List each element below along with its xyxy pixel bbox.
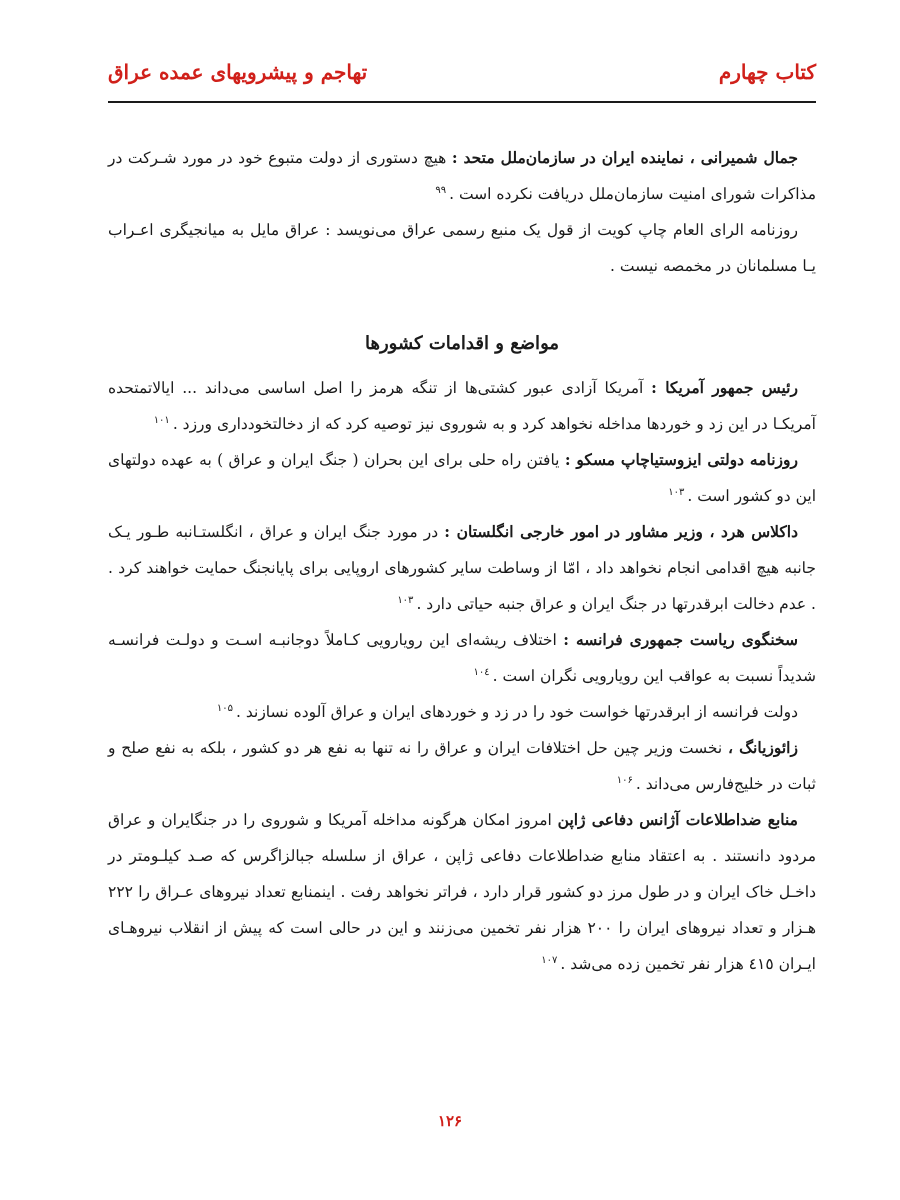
- paragraph: [108, 140, 816, 212]
- footnote-ref: ۱۰٤: [473, 666, 490, 678]
- page-body: [108, 140, 816, 982]
- page-number: ۱۲۶: [437, 1112, 463, 1130]
- running-header: [108, 52, 816, 92]
- paragraph-speaker: منابع ضداطلاعات آژانس دفاعی ژاپن: [557, 810, 798, 829]
- footnote-ref: ۹۹: [435, 184, 447, 196]
- paragraph: [108, 802, 816, 982]
- paragraph: [108, 212, 816, 284]
- paragraph: [108, 514, 816, 622]
- paragraph-text: دولت فرانسه از ابرقدرتها خواست خود را در زد و خوردهای ایران و عراق آلوده نسازند .: [236, 703, 798, 721]
- chapter-title: تهاجم و پیشرویهای عمده عراق: [108, 60, 368, 84]
- footnote-ref: ۱۰۵: [216, 702, 234, 714]
- footnote-ref: ۱۰۳: [397, 594, 414, 606]
- paragraph-speaker: سخنگوی ریاست جمهوری فرانسه :: [563, 630, 799, 649]
- paragraph-speaker: جمال شمیرانی ، نماینده ایران در سازمان‌ملل متحد :: [451, 148, 798, 167]
- footnote-ref: ۱۰۳: [668, 486, 685, 498]
- paragraph-text: یافتن راه حلی برای این بحران ( جنگ ایران و عراق ) به عهده دولتهای این دو کشور است .: [108, 451, 816, 505]
- footnote-ref: ۱۰۱: [153, 414, 170, 426]
- paragraph: [108, 442, 816, 514]
- paragraph: [108, 622, 816, 694]
- header-divider: [108, 101, 816, 103]
- paragraph-text: روزنامه الرای العام چاپ کویت از قول یک منبع رسمی عراق می‌نویسد : عراق مایل به میانجیگری اعـراب یـا مسلمانان در مخمصه نیست .: [108, 221, 816, 275]
- paragraph-text: نخست وزیر چین حل اختلافات ایران و عراق را نه تنها به نفع هر دو کشور ، بلکه به نفع صلح و ثبات در خلیج‌فارس می‌داند .: [108, 739, 816, 793]
- paragraph-text: اختلاف ریشه‌ای این رویارویی کـاملاً دوجانبـه اسـت و دولـت فرانسـه شدیداً نسبت به عواقب این رویارویی نگران است .: [108, 631, 816, 685]
- paragraph: [108, 370, 816, 442]
- footnote-ref: ۱۰۷: [541, 954, 558, 966]
- paragraph-text: آمریکا آزادی عبور کشتی‌ها از تنگه هرمز را اصل اساسی می‌داند ... ایالاتمتحده آمریکـا در این زد و خوردها مداخله نخواهد کرد و به شوروی نیز توصیه کرد که از دخالتخودداری ورزد .: [108, 379, 816, 433]
- book-title: کتاب چهارم: [718, 60, 816, 84]
- paragraph: [108, 730, 816, 802]
- paragraph-speaker: رئیس جمهور آمریکا :: [651, 378, 798, 397]
- paragraph-text: هیچ دستوری از دولت متبوع خود در مورد شـرکت در مذاکرات شورای امنیت سازمان‌ملل دریافت نکرده است .: [108, 149, 816, 203]
- paragraph-speaker: زائوزیانگ ،: [727, 738, 798, 757]
- paragraph: [108, 694, 816, 730]
- paragraph-speaker: روزنامه دولتی ایزوستیاچاپ مسکو :: [564, 450, 798, 469]
- paragraph-speaker: داکلاس هرد ، وزیر مشاور در امور خارجی انگلستان :: [444, 522, 798, 541]
- footnote-ref: ۱۰۶: [616, 774, 633, 786]
- section-heading: مواضع و اقدامات کشورها: [364, 333, 560, 354]
- paragraph-text: امروز امکان هرگونه مداخله آمریکا و شوروی را در جنگایران و عراق مردود دانستند . به اعتقاد منابع ضداطلاعات دفاعی ژاپن ، عراق از سلسله جبالزاگرس که صـد کیلـومتر در داخـل خاک ایران و در طول مرز دو کشور قرار دارد ، فراتر نخواهد رفت . اینمنابع تعداد نیروهای عـراق را ۲۲۲ هـزار و تعداد نیروهای ایران را ۲۰۰ هزار نفر تخمین می‌زنند و این در حالی است که پیش از انقلاب نیروهـای ایـران ٤١٥ هزار نفر تخمین زده می‌شد .: [108, 811, 817, 973]
- paragraph-text: در مورد جنگ ایران و عراق ، انگلستـانبه طـور یـک جانبه هیچ اقدامی انجام نخواهد داد ، امّا از وساطت سایر کشورهای اروپایی برای پایانجنگ حمایت خواهند کرد . . عدم دخالت ابرقدرتها در جنگ ایران و عراق جنبه حیاتی دارد .: [108, 523, 816, 613]
